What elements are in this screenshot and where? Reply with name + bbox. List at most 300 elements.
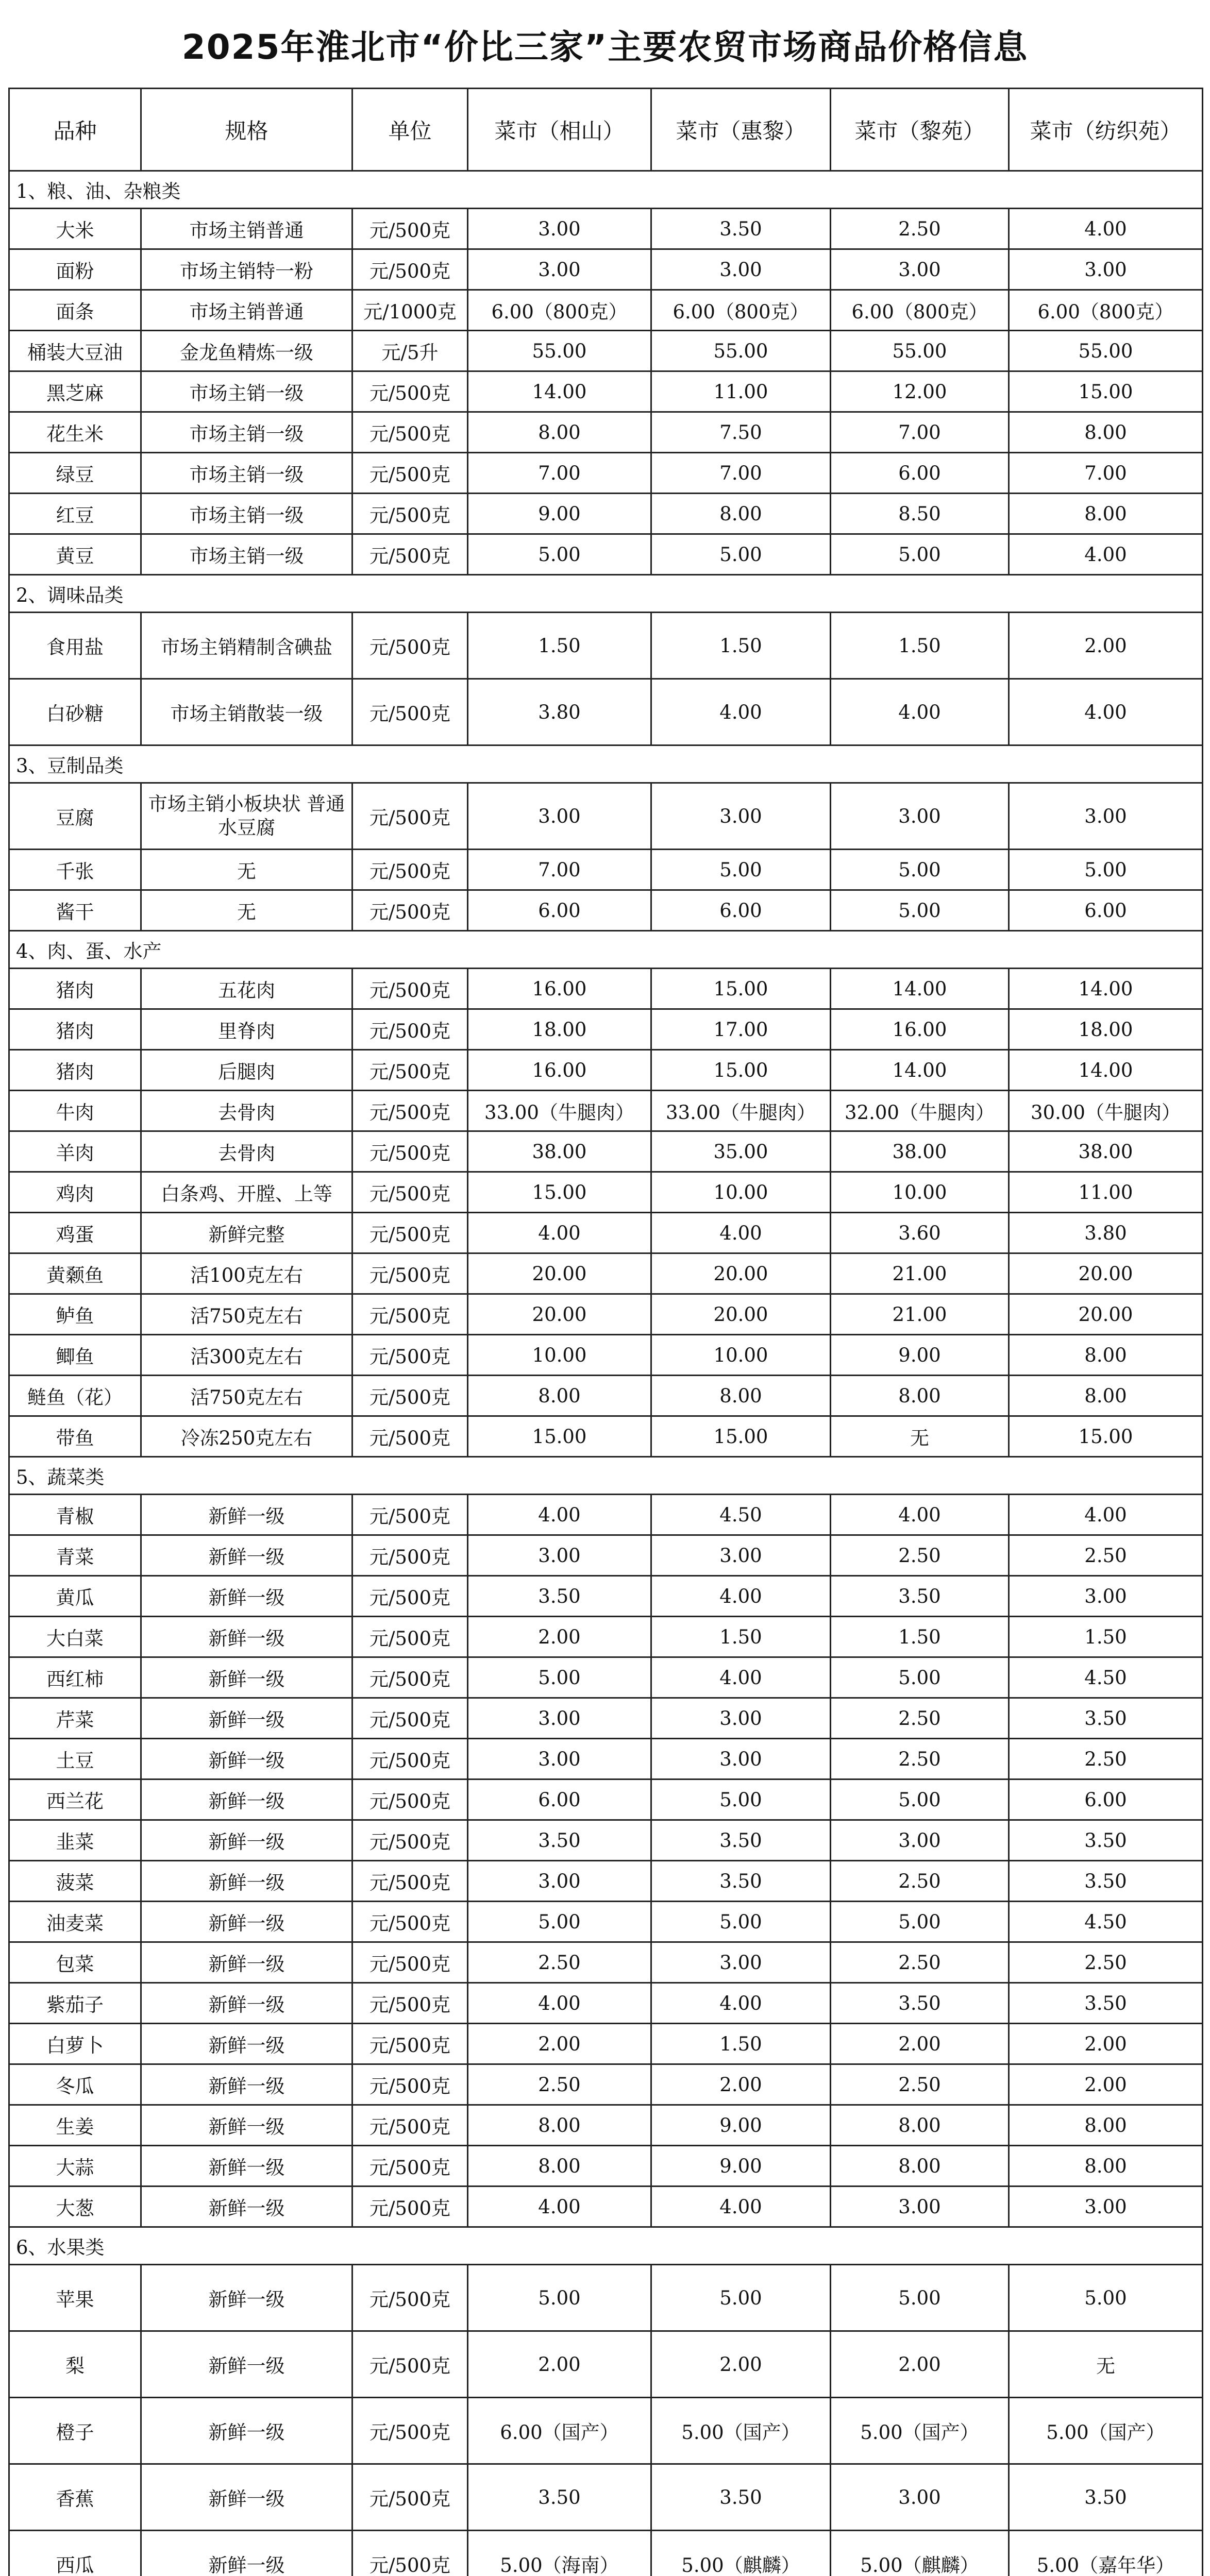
price-huili-cell: 7.00 [651, 453, 831, 494]
price-xiangshan-cell: 5.00 [468, 1657, 651, 1698]
price-liyuan-cell: 2.50 [831, 1535, 1009, 1576]
price-huili-cell: 6.00 [651, 890, 831, 931]
variety-cell: 花生米 [9, 412, 141, 453]
header-market-fangzhiyuan: 菜市（纺织苑） [1009, 89, 1203, 171]
price-xiangshan-cell: 2.00 [468, 2331, 651, 2398]
variety-cell: 橙子 [9, 2398, 141, 2464]
price-fangzhiyuan-cell: 2.00 [1009, 2064, 1203, 2105]
unit-cell: 元/500克 [352, 2398, 468, 2464]
price-huili-cell: 5.00 [651, 1780, 831, 1820]
price-xiangshan-cell: 16.00 [468, 969, 651, 1009]
price-liyuan-cell: 12.00 [831, 371, 1009, 412]
price-liyuan-cell: 2.00 [831, 2331, 1009, 2398]
unit-cell: 元/500克 [352, 1091, 468, 1131]
category-label: 3、豆制品类 [9, 745, 1203, 783]
table-row [9, 494, 1203, 534]
spec-cell: 新鲜一级 [141, 2464, 352, 2531]
table-row [9, 1213, 1203, 1253]
page-title: 2025年淮北市“价比三家”主要农贸市场商品价格信息 [0, 0, 1210, 88]
price-huili-cell: 3.00 [651, 249, 831, 290]
unit-cell: 元/500克 [352, 2146, 468, 2187]
category-label: 2、调味品类 [9, 575, 1203, 613]
price-fangzhiyuan-cell: 3.50 [1009, 1861, 1203, 1902]
table-row [9, 2105, 1203, 2146]
price-fangzhiyuan-cell: 5.00 [1009, 850, 1203, 890]
spec-cell: 新鲜一级 [141, 2531, 352, 2576]
table-row [9, 1050, 1203, 1091]
table-row [9, 209, 1203, 249]
price-fangzhiyuan-cell: 3.00 [1009, 2187, 1203, 2227]
unit-cell: 元/500克 [352, 679, 468, 745]
table-body [9, 171, 1203, 2576]
price-liyuan-cell: 16.00 [831, 1009, 1009, 1050]
price-liyuan-cell: 3.50 [831, 1576, 1009, 1617]
spec-cell: 金龙鱼精炼一级 [141, 331, 352, 371]
price-fangzhiyuan-cell: 55.00 [1009, 331, 1203, 371]
price-huili-cell: 1.50 [651, 2024, 831, 2064]
variety-cell: 黄瓜 [9, 1576, 141, 1617]
price-xiangshan-cell: 4.00 [468, 1983, 651, 2024]
unit-cell: 元/500克 [352, 412, 468, 453]
price-liyuan-cell: 2.50 [831, 1861, 1009, 1902]
price-liyuan-cell: 5.00 [831, 1902, 1009, 1942]
price-liyuan-cell: 32.00（牛腿肉） [831, 1091, 1009, 1131]
spec-cell: 去骨肉 [141, 1091, 352, 1131]
variety-cell: 梨 [9, 2331, 141, 2398]
price-huili-cell: 6.00（800克） [651, 290, 831, 331]
variety-cell: 苹果 [9, 2265, 141, 2331]
price-fangzhiyuan-cell: 4.50 [1009, 1657, 1203, 1698]
price-liyuan-cell: 5.00（国产） [831, 2398, 1009, 2464]
price-fangzhiyuan-cell: 7.00 [1009, 453, 1203, 494]
table-row [9, 1535, 1203, 1576]
price-huili-cell: 4.00 [651, 1213, 831, 1253]
price-huili-cell: 35.00 [651, 1131, 831, 1172]
spec-cell: 市场主销一级 [141, 453, 352, 494]
price-xiangshan-cell: 5.00（海南） [468, 2531, 651, 2576]
price-huili-cell: 7.50 [651, 412, 831, 453]
spec-cell: 活750克左右 [141, 1294, 352, 1335]
price-fangzhiyuan-cell: 8.00 [1009, 412, 1203, 453]
price-fangzhiyuan-cell: 4.00 [1009, 1495, 1203, 1535]
spec-cell: 新鲜一级 [141, 1739, 352, 1780]
table-row [9, 1253, 1203, 1294]
variety-cell: 西兰花 [9, 1780, 141, 1820]
price-fangzhiyuan-cell: 8.00 [1009, 2146, 1203, 2187]
variety-cell: 鲢鱼（花） [9, 1376, 141, 1416]
price-xiangshan-cell: 8.00 [468, 2146, 651, 2187]
table-row [9, 783, 1203, 850]
variety-cell: 鸡蛋 [9, 1213, 141, 1253]
price-huili-cell: 4.00 [651, 679, 831, 745]
price-huili-cell: 15.00 [651, 1416, 831, 1457]
table-row [9, 1780, 1203, 1820]
price-xiangshan-cell: 8.00 [468, 412, 651, 453]
unit-cell: 元/500克 [352, 1009, 468, 1050]
table-row [9, 534, 1203, 575]
unit-cell: 元/500克 [352, 1495, 468, 1535]
variety-cell: 面粉 [9, 249, 141, 290]
unit-cell: 元/500克 [352, 1780, 468, 1820]
unit-cell: 元/500克 [352, 1617, 468, 1657]
price-fangzhiyuan-cell: 3.80 [1009, 1213, 1203, 1253]
price-huili-cell: 3.50 [651, 209, 831, 249]
price-huili-cell: 5.00 [651, 850, 831, 890]
table-row [9, 890, 1203, 931]
price-fangzhiyuan-cell: 30.00（牛腿肉） [1009, 1091, 1203, 1131]
price-fangzhiyuan-cell: 2.00 [1009, 613, 1203, 679]
price-fangzhiyuan-cell: 14.00 [1009, 969, 1203, 1009]
price-liyuan-cell: 3.00 [831, 249, 1009, 290]
price-huili-cell: 3.00 [651, 1942, 831, 1983]
spec-cell: 市场主销小板块状 普通水豆腐 [141, 783, 352, 850]
price-xiangshan-cell: 15.00 [468, 1172, 651, 1213]
variety-cell: 面条 [9, 290, 141, 331]
unit-cell: 元/500克 [352, 1942, 468, 1983]
unit-cell: 元/500克 [352, 1902, 468, 1942]
price-huili-cell: 11.00 [651, 371, 831, 412]
table-row [9, 1335, 1203, 1376]
price-huili-cell: 3.50 [651, 1820, 831, 1861]
price-xiangshan-cell: 2.50 [468, 2064, 651, 2105]
variety-cell: 鸡肉 [9, 1172, 141, 1213]
price-xiangshan-cell: 15.00 [468, 1416, 651, 1457]
table-row [9, 2398, 1203, 2464]
price-xiangshan-cell: 1.50 [468, 613, 651, 679]
price-xiangshan-cell: 3.00 [468, 783, 651, 850]
variety-cell: 生姜 [9, 2105, 141, 2146]
header-market-huili: 菜市（惠黎） [651, 89, 831, 171]
unit-cell: 元/500克 [352, 1376, 468, 1416]
price-fangzhiyuan-cell: 4.00 [1009, 534, 1203, 575]
price-fangzhiyuan-cell: 3.00 [1009, 783, 1203, 850]
variety-cell: 包菜 [9, 1942, 141, 1983]
table-row [9, 1698, 1203, 1739]
variety-cell: 白萝卜 [9, 2024, 141, 2064]
variety-cell: 大米 [9, 209, 141, 249]
price-fangzhiyuan-cell: 20.00 [1009, 1253, 1203, 1294]
price-fangzhiyuan-cell: 5.00 [1009, 2265, 1203, 2331]
price-fangzhiyuan-cell: 8.00 [1009, 2105, 1203, 2146]
spec-cell: 新鲜一级 [141, 2398, 352, 2464]
header-market-xiangshan: 菜市（相山） [468, 89, 651, 171]
price-xiangshan-cell: 3.80 [468, 679, 651, 745]
unit-cell: 元/500克 [352, 2531, 468, 2576]
price-huili-cell: 9.00 [651, 2105, 831, 2146]
table-row [9, 969, 1203, 1009]
price-fangzhiyuan-cell: 6.00 [1009, 890, 1203, 931]
spec-cell: 无 [141, 850, 352, 890]
price-xiangshan-cell: 3.00 [468, 1698, 651, 1739]
price-liyuan-cell: 3.00 [831, 2464, 1009, 2531]
spec-cell: 市场主销一级 [141, 494, 352, 534]
spec-cell: 新鲜一级 [141, 1983, 352, 2024]
spec-cell: 活300克左右 [141, 1335, 352, 1376]
price-huili-cell: 55.00 [651, 331, 831, 371]
price-xiangshan-cell: 3.00 [468, 1739, 651, 1780]
unit-cell: 元/500克 [352, 1820, 468, 1861]
table-row [9, 1495, 1203, 1535]
price-xiangshan-cell: 38.00 [468, 1131, 651, 1172]
price-xiangshan-cell: 3.00 [468, 1535, 651, 1576]
price-liyuan-cell: 3.00 [831, 2187, 1009, 2227]
variety-cell: 黄颡鱼 [9, 1253, 141, 1294]
spec-cell: 新鲜完整 [141, 1213, 352, 1253]
price-huili-cell: 15.00 [651, 969, 831, 1009]
unit-cell: 元/500克 [352, 1576, 468, 1617]
unit-cell: 元/500克 [352, 890, 468, 931]
spec-cell: 里脊肉 [141, 1009, 352, 1050]
table-row [9, 1294, 1203, 1335]
table-row [9, 1091, 1203, 1131]
variety-cell: 大白菜 [9, 1617, 141, 1657]
price-xiangshan-cell: 7.00 [468, 453, 651, 494]
price-liyuan-cell: 5.00（麒麟） [831, 2531, 1009, 2576]
price-fangzhiyuan-cell: 8.00 [1009, 1335, 1203, 1376]
price-xiangshan-cell: 3.00 [468, 209, 651, 249]
price-xiangshan-cell: 5.00 [468, 1902, 651, 1942]
price-fangzhiyuan-cell: 3.00 [1009, 249, 1203, 290]
spec-cell: 新鲜一级 [141, 1820, 352, 1861]
price-xiangshan-cell: 5.00 [468, 534, 651, 575]
spec-cell: 新鲜一级 [141, 1576, 352, 1617]
table-row [9, 249, 1203, 290]
price-liyuan-cell: 2.50 [831, 1942, 1009, 1983]
price-fangzhiyuan-cell: 8.00 [1009, 1376, 1203, 1416]
price-xiangshan-cell: 4.00 [468, 2187, 651, 2227]
unit-cell: 元/500克 [352, 1294, 468, 1335]
unit-cell: 元/1000克 [352, 290, 468, 331]
price-xiangshan-cell: 2.00 [468, 1617, 651, 1657]
spec-cell: 新鲜一级 [141, 2105, 352, 2146]
price-huili-cell: 4.00 [651, 1657, 831, 1698]
table-row [9, 2265, 1203, 2331]
unit-cell: 元/500克 [352, 534, 468, 575]
spec-cell: 去骨肉 [141, 1131, 352, 1172]
unit-cell: 元/500克 [352, 2187, 468, 2227]
price-liyuan-cell: 14.00 [831, 1050, 1009, 1091]
spec-cell: 市场主销散装一级 [141, 679, 352, 745]
price-xiangshan-cell: 14.00 [468, 371, 651, 412]
price-xiangshan-cell: 9.00 [468, 494, 651, 534]
variety-cell: 绿豆 [9, 453, 141, 494]
price-liyuan-cell: 14.00 [831, 969, 1009, 1009]
price-fangzhiyuan-cell: 4.50 [1009, 1902, 1203, 1942]
price-huili-cell: 8.00 [651, 494, 831, 534]
price-huili-cell: 3.00 [651, 783, 831, 850]
price-liyuan-cell: 8.50 [831, 494, 1009, 534]
unit-cell: 元/500克 [352, 2105, 468, 2146]
variety-cell: 白砂糖 [9, 679, 141, 745]
price-liyuan-cell: 21.00 [831, 1294, 1009, 1335]
price-fangzhiyuan-cell: 20.00 [1009, 1294, 1203, 1335]
variety-cell: 西瓜 [9, 2531, 141, 2576]
category-row [9, 575, 1203, 613]
price-xiangshan-cell: 8.00 [468, 2105, 651, 2146]
category-label: 5、蔬菜类 [9, 1457, 1203, 1495]
category-row [9, 2227, 1203, 2265]
unit-cell: 元/500克 [352, 1050, 468, 1091]
price-liyuan-cell: 2.00 [831, 2024, 1009, 2064]
price-fangzhiyuan-cell: 15.00 [1009, 1416, 1203, 1457]
price-huili-cell: 1.50 [651, 1617, 831, 1657]
variety-cell: 红豆 [9, 494, 141, 534]
variety-cell: 菠菜 [9, 1861, 141, 1902]
price-huili-cell: 8.00 [651, 1376, 831, 1416]
unit-cell: 元/500克 [352, 2331, 468, 2398]
spec-cell: 新鲜一级 [141, 1902, 352, 1942]
price-liyuan-cell: 5.00 [831, 1657, 1009, 1698]
price-liyuan-cell: 5.00 [831, 534, 1009, 575]
price-liyuan-cell: 8.00 [831, 1376, 1009, 1416]
price-huili-cell: 20.00 [651, 1294, 831, 1335]
price-xiangshan-cell: 3.50 [468, 1576, 651, 1617]
variety-cell: 大蒜 [9, 2146, 141, 2187]
unit-cell: 元/500克 [352, 783, 468, 850]
price-xiangshan-cell: 3.50 [468, 1820, 651, 1861]
spec-cell: 新鲜一级 [141, 2331, 352, 2398]
unit-cell: 元/500克 [352, 969, 468, 1009]
unit-cell: 元/500克 [352, 2265, 468, 2331]
table-row [9, 1902, 1203, 1942]
variety-cell: 芹菜 [9, 1698, 141, 1739]
price-huili-cell: 5.00 [651, 1902, 831, 1942]
price-fangzhiyuan-cell: 6.00（800克） [1009, 290, 1203, 331]
unit-cell: 元/500克 [352, 1535, 468, 1576]
header-variety: 品种 [9, 89, 141, 171]
price-fangzhiyuan-cell: 2.50 [1009, 1739, 1203, 1780]
spec-cell: 冷冻250克左右 [141, 1416, 352, 1457]
price-fangzhiyuan-cell: 11.00 [1009, 1172, 1203, 1213]
price-xiangshan-cell: 7.00 [468, 850, 651, 890]
unit-cell: 元/500克 [352, 613, 468, 679]
variety-cell: 带鱼 [9, 1416, 141, 1457]
price-liyuan-cell: 5.00 [831, 850, 1009, 890]
variety-cell: 冬瓜 [9, 2064, 141, 2105]
variety-cell: 土豆 [9, 1739, 141, 1780]
table-row [9, 1657, 1203, 1698]
table-row [9, 453, 1203, 494]
price-fangzhiyuan-cell: 无 [1009, 2331, 1203, 2398]
price-liyuan-cell: 8.00 [831, 2105, 1009, 2146]
variety-cell: 猪肉 [9, 1050, 141, 1091]
price-liyuan-cell: 5.00 [831, 1780, 1009, 1820]
price-huili-cell: 10.00 [651, 1172, 831, 1213]
unit-cell: 元/500克 [352, 1861, 468, 1902]
header-market-liyuan: 菜市（黎苑） [831, 89, 1009, 171]
category-row [9, 931, 1203, 969]
spec-cell: 市场主销一级 [141, 534, 352, 575]
table-row [9, 1820, 1203, 1861]
variety-cell: 酱干 [9, 890, 141, 931]
unit-cell: 元/5升 [352, 331, 468, 371]
variety-cell: 黄豆 [9, 534, 141, 575]
category-label: 4、肉、蛋、水产 [9, 931, 1203, 969]
spec-cell: 新鲜一级 [141, 1698, 352, 1739]
price-fangzhiyuan-cell: 2.50 [1009, 1535, 1203, 1576]
category-label: 1、粮、油、杂粮类 [9, 171, 1203, 209]
header-spec: 规格 [141, 89, 352, 171]
variety-cell: 香蕉 [9, 2464, 141, 2531]
price-fangzhiyuan-cell: 4.00 [1009, 679, 1203, 745]
price-liyuan-cell: 5.00 [831, 890, 1009, 931]
spec-cell: 活100克左右 [141, 1253, 352, 1294]
unit-cell: 元/500克 [352, 2024, 468, 2064]
price-liyuan-cell: 3.00 [831, 783, 1009, 850]
price-liyuan-cell: 2.50 [831, 209, 1009, 249]
price-huili-cell: 5.00（国产） [651, 2398, 831, 2464]
price-xiangshan-cell: 20.00 [468, 1294, 651, 1335]
price-fangzhiyuan-cell: 3.50 [1009, 2464, 1203, 2531]
price-fangzhiyuan-cell: 5.00（嘉年华） [1009, 2531, 1203, 2576]
price-huili-cell: 33.00（牛腿肉） [651, 1091, 831, 1131]
price-xiangshan-cell: 6.00 [468, 1780, 651, 1820]
spec-cell: 新鲜一级 [141, 2265, 352, 2331]
price-huili-cell: 3.50 [651, 1861, 831, 1902]
price-fangzhiyuan-cell: 2.00 [1009, 2024, 1203, 2064]
table-row [9, 2146, 1203, 2187]
price-fangzhiyuan-cell: 3.50 [1009, 1820, 1203, 1861]
price-table [8, 88, 1203, 2576]
table-row [9, 412, 1203, 453]
price-fangzhiyuan-cell: 3.50 [1009, 1698, 1203, 1739]
variety-cell: 鲫鱼 [9, 1335, 141, 1376]
table-row [9, 2531, 1203, 2576]
spec-cell: 市场主销普通 [141, 209, 352, 249]
price-fangzhiyuan-cell: 3.50 [1009, 1983, 1203, 2024]
variety-cell: 食用盐 [9, 613, 141, 679]
spec-cell: 无 [141, 890, 352, 931]
price-huili-cell: 15.00 [651, 1050, 831, 1091]
table-row [9, 1376, 1203, 1416]
unit-cell: 元/500克 [352, 1983, 468, 2024]
price-huili-cell: 2.00 [651, 2064, 831, 2105]
unit-cell: 元/500克 [352, 1253, 468, 1294]
spec-cell: 市场主销普通 [141, 290, 352, 331]
price-xiangshan-cell: 55.00 [468, 331, 651, 371]
unit-cell: 元/500克 [352, 371, 468, 412]
price-liyuan-cell: 21.00 [831, 1253, 1009, 1294]
variety-cell: 羊肉 [9, 1131, 141, 1172]
spec-cell: 新鲜一级 [141, 2024, 352, 2064]
spec-cell: 新鲜一级 [141, 1657, 352, 1698]
spec-cell: 市场主销特一粉 [141, 249, 352, 290]
price-xiangshan-cell: 2.00 [468, 2024, 651, 2064]
price-liyuan-cell: 6.00（800克） [831, 290, 1009, 331]
price-xiangshan-cell: 5.00 [468, 2265, 651, 2331]
table-row [9, 1942, 1203, 1983]
unit-cell: 元/500克 [352, 494, 468, 534]
unit-cell: 元/500克 [352, 209, 468, 249]
variety-cell: 韭菜 [9, 1820, 141, 1861]
table-row [9, 371, 1203, 412]
header-unit: 单位 [352, 89, 468, 171]
price-huili-cell: 5.00 [651, 2265, 831, 2331]
table-row [9, 290, 1203, 331]
price-huili-cell: 4.50 [651, 1495, 831, 1535]
price-liyuan-cell: 9.00 [831, 1335, 1009, 1376]
price-huili-cell: 4.00 [651, 1983, 831, 2024]
price-huili-cell: 3.00 [651, 1535, 831, 1576]
price-fangzhiyuan-cell: 1.50 [1009, 1617, 1203, 1657]
table-row [9, 2464, 1203, 2531]
price-huili-cell: 3.50 [651, 2464, 831, 2531]
price-xiangshan-cell: 16.00 [468, 1050, 651, 1091]
spec-cell: 新鲜一级 [141, 1861, 352, 1902]
table-row [9, 1172, 1203, 1213]
table-row [9, 613, 1203, 679]
table-row [9, 1617, 1203, 1657]
